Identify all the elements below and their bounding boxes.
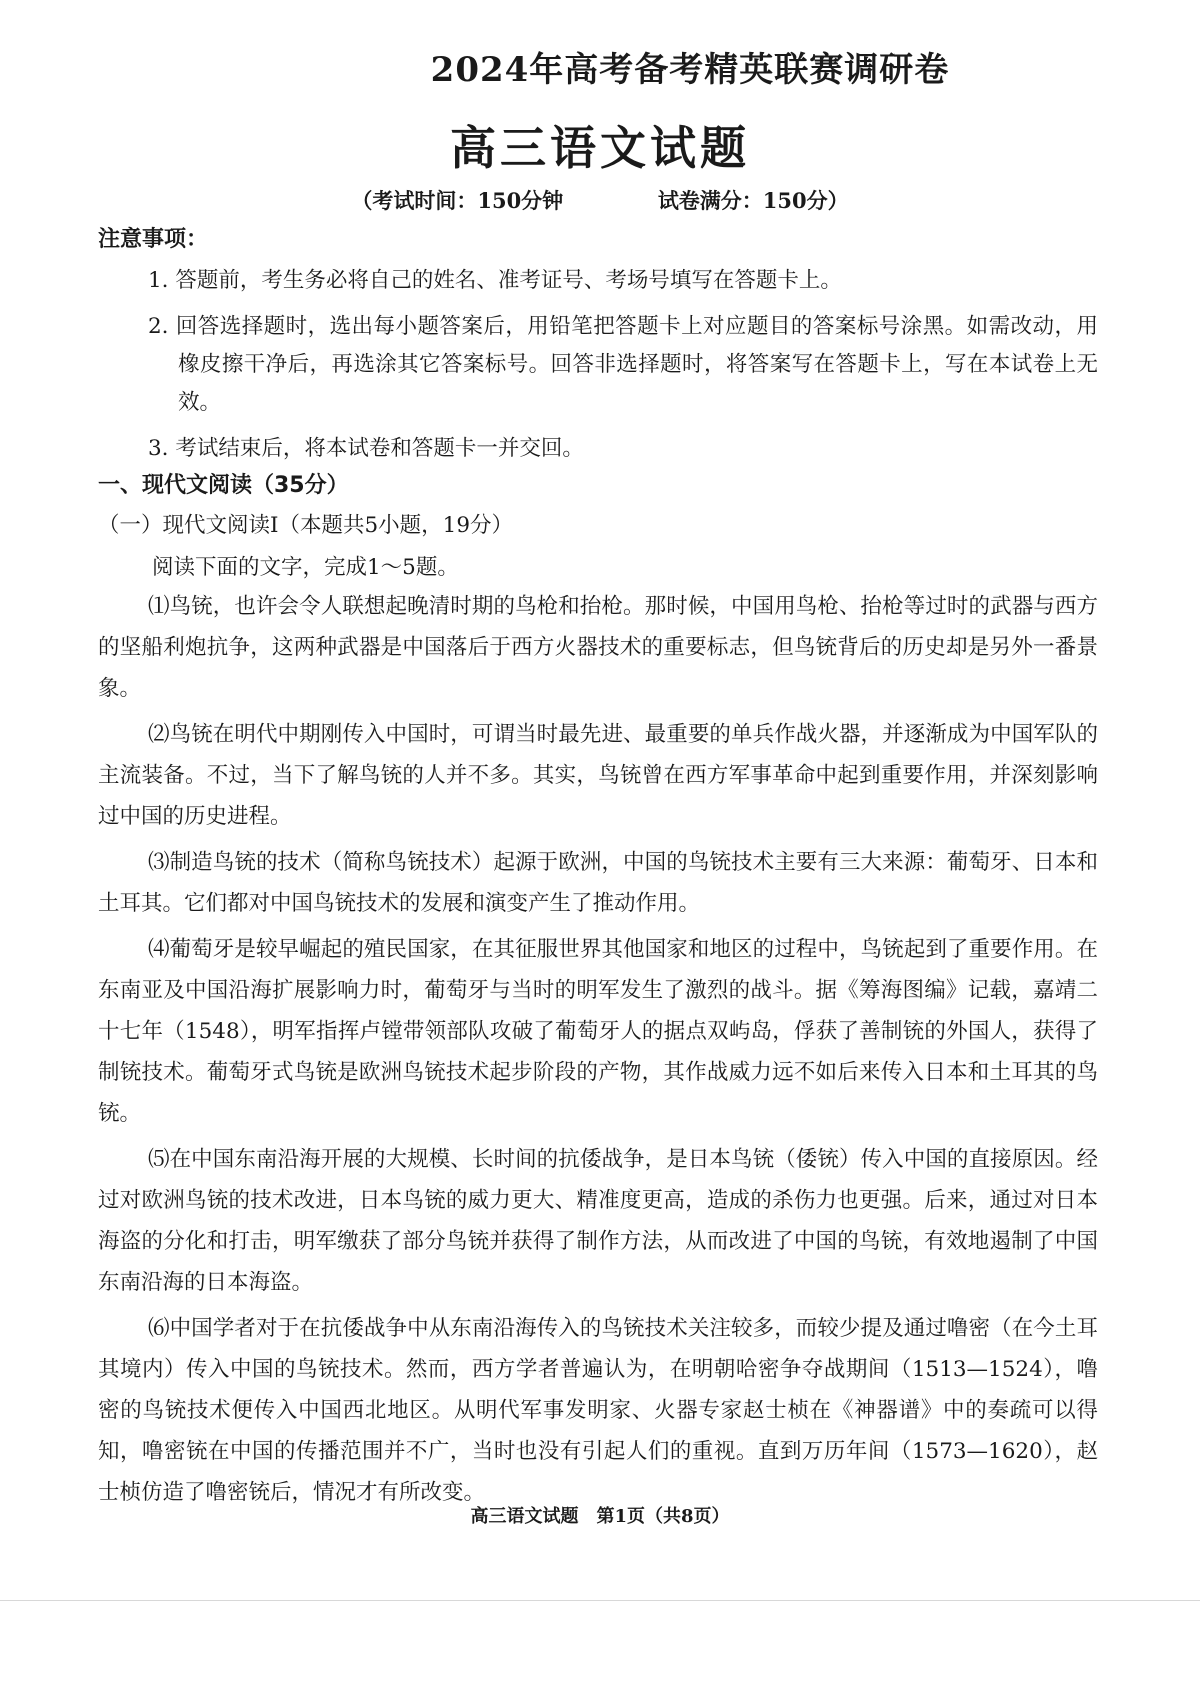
- scan-divider: [0, 1600, 1200, 1601]
- exam-supertitle: 2024年高考备考精英联赛调研卷: [430, 50, 950, 90]
- subsection-heading: （一）现代文阅读Ⅰ（本题共5小题，19分）: [98, 513, 514, 538]
- notice-list: [148, 262, 1098, 476]
- exam-info: [0, 185, 1200, 215]
- passage-paragraph: ⑸在中国东南沿海开展的大规模、长时间的抗倭战争，是日本鸟铳（倭铳）传入中国的直接原因。经过对欧洲鸟铳的技术改进，日本鸟铳的威力更大、精准度更高，造成的杀伤力也更强。后来，通过对日本海盗的分化和打击，明军缴获了部分鸟铳并获得了制作方法，从而改进了中国的鸟铳，有效地遏制了中国东南沿海的日本海盗。: [98, 1147, 1098, 1295]
- notice-item: 1. 答题前，考生务必将自己的姓名、准考证号、考场号填写在答题卡上。: [148, 268, 842, 293]
- passage-paragraph: ⑶制造鸟铳的技术（简称鸟铳技术）起源于欧洲，中国的鸟铳技术主要有三大来源：葡萄牙、日本和土耳其。它们都对中国鸟铳技术的发展和演变产生了推动作用。: [98, 850, 1098, 916]
- notice-heading: 注意事项：: [98, 227, 209, 252]
- reading-passage: [98, 586, 1098, 1518]
- passage-paragraph: ⑴鸟铳，也许会令人联想起晚清时期的鸟枪和抬枪。那时候，中国用鸟枪、抬枪等过时的武器与西方的坚船利炮抗争，这两种武器是中国落后于西方火器技术的重要标志，但鸟铳背后的历史却是另外一番景象。: [98, 594, 1098, 701]
- notice-item: 3. 考试结束后，将本试卷和答题卡一并交回。: [148, 436, 584, 461]
- exam-time: （考试时间：150分钟: [351, 188, 564, 213]
- passage-paragraph: ⑵鸟铳在明代中期刚传入中国时，可谓当时最先进、最重要的单兵作战火器，并逐渐成为中国军队的主流装备。不过，当下了解鸟铳的人并不多。其实，鸟铳曾在西方军事革命中起到重要作用，并深刻影响过中国的历史进程。: [98, 722, 1098, 829]
- section-heading: 一、现代文阅读（35分）: [98, 473, 349, 498]
- exam-title: 高三语文试题: [450, 121, 750, 175]
- exam-full-score: 试卷满分：150分）: [657, 188, 849, 213]
- notice-item: 2. 回答选择题时，选出每小题答案后，用铅笔把答题卡上对应题目的答案标号涂黑。如需改动，用橡皮擦干净后，再选涂其它答案标号。回答非选择题时，将答案写在答题卡上，写在本试卷上无效。: [148, 314, 1098, 415]
- reading-instruction: 阅读下面的文字，完成1～5题。: [152, 555, 459, 580]
- passage-paragraph: ⑹中国学者对于在抗倭战争中从东南沿海传入的鸟铳技术关注较多，而较少提及通过噜密（在今土耳其境内）传入中国的鸟铳技术。然而，西方学者普遍认为，在明朝哈密争夺战期间（1513—1524），噜密的鸟铳技术便传入中国西北地区。从明代军事发明家、火器专家赵士桢在《神器谱》中的奏疏可以得知，噜密铳在中国的传播范围并不广，当时也没有引起人们的重视。直到万历年间（1573—1620），赵士桢仿造了噜密铳后，情况才有所改变。: [98, 1316, 1098, 1505]
- page-footer: 高三语文试题 第1页（共8页）: [470, 1506, 730, 1527]
- passage-paragraph: ⑷葡萄牙是较早崛起的殖民国家，在其征服世界其他国家和地区的过程中，鸟铳起到了重要作用。在东南亚及中国沿海扩展影响力时，葡萄牙与当时的明军发生了激烈的战斗。据《筹海图编》记载，嘉靖二十七年（1548），明军指挥卢镗带领部队攻破了葡萄牙人的据点双屿岛，俘获了善制铳的外国人，获得了制铳技术。葡萄牙式鸟铳是欧洲鸟铳技术起步阶段的产物，其作战威力远不如后来传入日本和土耳其的鸟铳。: [98, 937, 1098, 1126]
